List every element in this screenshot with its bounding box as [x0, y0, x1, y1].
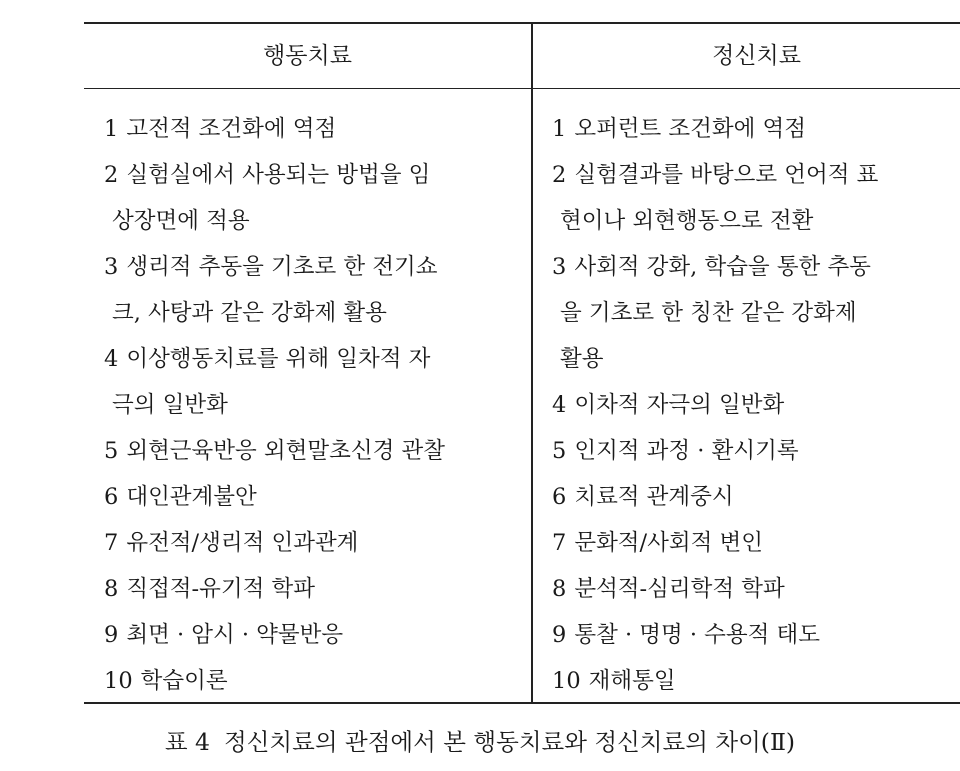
item-number: 3: [104, 254, 119, 280]
item-text-continued: 활용: [560, 346, 604, 372]
item-number: 5: [552, 438, 567, 464]
behavior-item: [104, 658, 522, 704]
item-number: 8: [552, 576, 567, 602]
item-number: 10: [552, 668, 581, 694]
item-number: 4: [552, 392, 567, 418]
item-text-continued: 크, 사탕과 같은 강화제 활용: [112, 300, 387, 326]
behavior-therapy-column: [104, 106, 522, 704]
item-number: 3: [552, 254, 567, 280]
item-text: 외현근육반응 외현말초신경 관찰: [126, 438, 445, 464]
psychotherapy-item: [552, 520, 960, 566]
psychotherapy-item: [552, 244, 960, 382]
item-number: 7: [552, 530, 567, 556]
item-text: 문화적/사회적 변인: [574, 530, 763, 556]
item-text-continued: 극의 일반화: [112, 392, 228, 418]
header-psychotherapy: 정신치료: [712, 43, 801, 69]
item-number: 8: [104, 576, 119, 602]
behavior-item: [104, 336, 522, 428]
item-text: 학습이론: [140, 668, 228, 694]
item-text: 대인관계불안: [126, 484, 257, 510]
item-number: 9: [104, 622, 119, 648]
item-text: 고전적 조건화에 역점: [126, 116, 337, 142]
item-number: 7: [104, 530, 119, 556]
item-text: 치료적 관계중시: [574, 484, 734, 510]
behavior-item: [104, 612, 522, 658]
item-number: 10: [104, 668, 133, 694]
header-behavior-therapy: 행동치료: [263, 43, 352, 69]
item-text-continued: 현이나 외현행동으로 전환: [560, 208, 814, 234]
column-divider: [531, 24, 533, 702]
item-number: 4: [104, 346, 119, 372]
item-text: 이차적 자극의 일반화: [574, 392, 785, 418]
item-number: 5: [104, 438, 119, 464]
item-text: 실험실에서 사용되는 방법을 임: [126, 162, 431, 188]
item-number: 1: [552, 116, 567, 142]
behavior-item: [104, 244, 522, 336]
caption-label: 표 4: [164, 728, 211, 756]
psychotherapy-column: [552, 106, 960, 704]
psychotherapy-item: [552, 612, 960, 658]
item-text: 인지적 과정 · 환시기록: [574, 438, 799, 464]
item-number: 6: [552, 484, 567, 510]
item-number: 1: [104, 116, 119, 142]
item-number: 2: [104, 162, 119, 188]
item-text: 오퍼런트 조건화에 역점: [574, 116, 806, 142]
psychotherapy-item: [552, 106, 960, 152]
psychotherapy-item: [552, 152, 960, 244]
behavior-item: [104, 152, 522, 244]
psychotherapy-item: [552, 428, 960, 474]
item-text-continued: 을 기초로 한 칭찬 같은 강화제: [560, 300, 857, 326]
caption-text: 정신치료의 관점에서 본 행동치료와 정신치료의 차이(Ⅱ): [224, 728, 796, 756]
item-text: 직접적-유기적 학파: [126, 576, 315, 602]
item-number: 9: [552, 622, 567, 648]
item-text: 사회적 강화, 학습을 통한 추동: [574, 254, 871, 280]
item-text: 분석적-심리학적 학파: [574, 576, 785, 602]
psychotherapy-item: [552, 474, 960, 520]
item-text: 생리적 추동을 기초로 한 전기쇼: [126, 254, 438, 280]
psychotherapy-item: [552, 658, 960, 704]
behavior-item: [104, 566, 522, 612]
comparison-table: [84, 22, 960, 704]
item-text: 통찰 · 명명 · 수용적 태도: [574, 622, 821, 648]
item-text: 이상행동치료를 위해 일차적 자: [126, 346, 431, 372]
item-text-continued: 상장면에 적용: [112, 208, 250, 234]
table-caption: [0, 724, 960, 760]
item-number: 2: [552, 162, 567, 188]
behavior-item: [104, 428, 522, 474]
item-number: 6: [104, 484, 119, 510]
behavior-item: [104, 520, 522, 566]
item-text: 최면 · 암시 · 약물반응: [126, 622, 344, 648]
psychotherapy-item: [552, 566, 960, 612]
behavior-item: [104, 106, 522, 152]
item-text: 유전적/생리적 인과관계: [126, 530, 359, 556]
table-header-row: [84, 24, 960, 89]
psychotherapy-item: [552, 382, 960, 428]
item-text: 재해통일: [588, 668, 676, 694]
item-text: 실험결과를 바탕으로 언어적 표: [574, 162, 879, 188]
behavior-item: [104, 474, 522, 520]
